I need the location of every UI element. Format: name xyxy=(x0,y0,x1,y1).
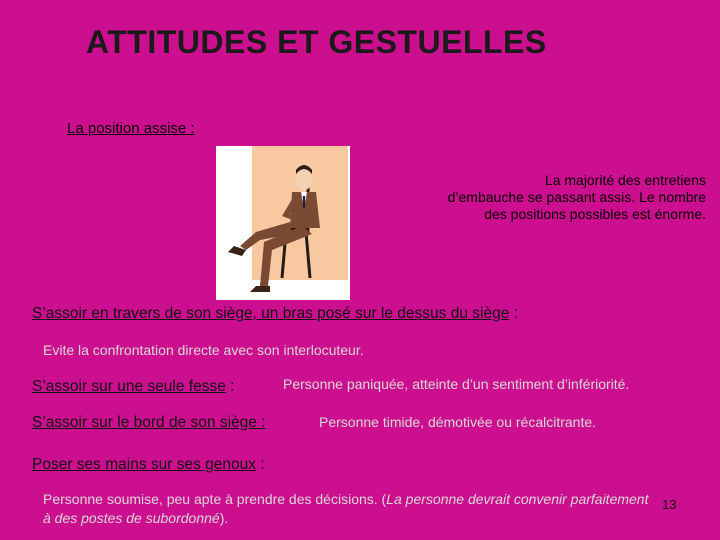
position-description-bord: Personne timide, démotivée ou récalcitrante. xyxy=(319,414,597,430)
position-heading-mains xyxy=(32,456,265,474)
intro-line: La majorité des entretiens xyxy=(544,172,706,188)
position-description-travers: Evite la confrontation directe avec son interlocuteur. xyxy=(43,342,364,358)
position-description-mains xyxy=(43,490,653,528)
heading-suffix: : xyxy=(256,456,265,473)
position-description-fesse: Personne paniquée, atteinte d’un sentiment d’infériorité. xyxy=(283,376,630,392)
description-end: ). xyxy=(219,510,229,526)
position-heading-fesse xyxy=(32,378,234,396)
seated-man-icon xyxy=(216,146,350,300)
seated-man-illustration xyxy=(216,146,350,300)
description-text: Personne soumise, peu apte à prendre des décisions. ( xyxy=(43,491,387,507)
page-number: 13 xyxy=(662,497,677,512)
heading-suffix: : xyxy=(225,378,235,395)
heading-text: S’assoir en travers de son siège, un bras posé sur le dessus du siège xyxy=(32,305,510,322)
position-heading-bord xyxy=(32,414,265,432)
heading-text: S’assoir sur le bord de son siège : xyxy=(32,414,266,431)
intro-paragraph xyxy=(384,172,706,223)
intro-line: des positions possibles est énorme. xyxy=(484,206,706,222)
description-italic: La personne devrait convenir parfaitement à des postes de subordonné xyxy=(43,491,649,526)
intro-line: d’embauche se passant assis. Le nombre xyxy=(447,189,706,205)
heading-suffix: : xyxy=(509,305,518,322)
slide-title: ATTITUDES ET GESTUELLES xyxy=(86,24,547,60)
section-subtitle: La position assise : xyxy=(67,120,195,137)
heading-text: Poser ses mains sur ses genoux xyxy=(32,456,256,473)
position-heading-travers xyxy=(32,305,518,323)
heading-text: S’assoir sur une seule fesse xyxy=(32,378,226,395)
